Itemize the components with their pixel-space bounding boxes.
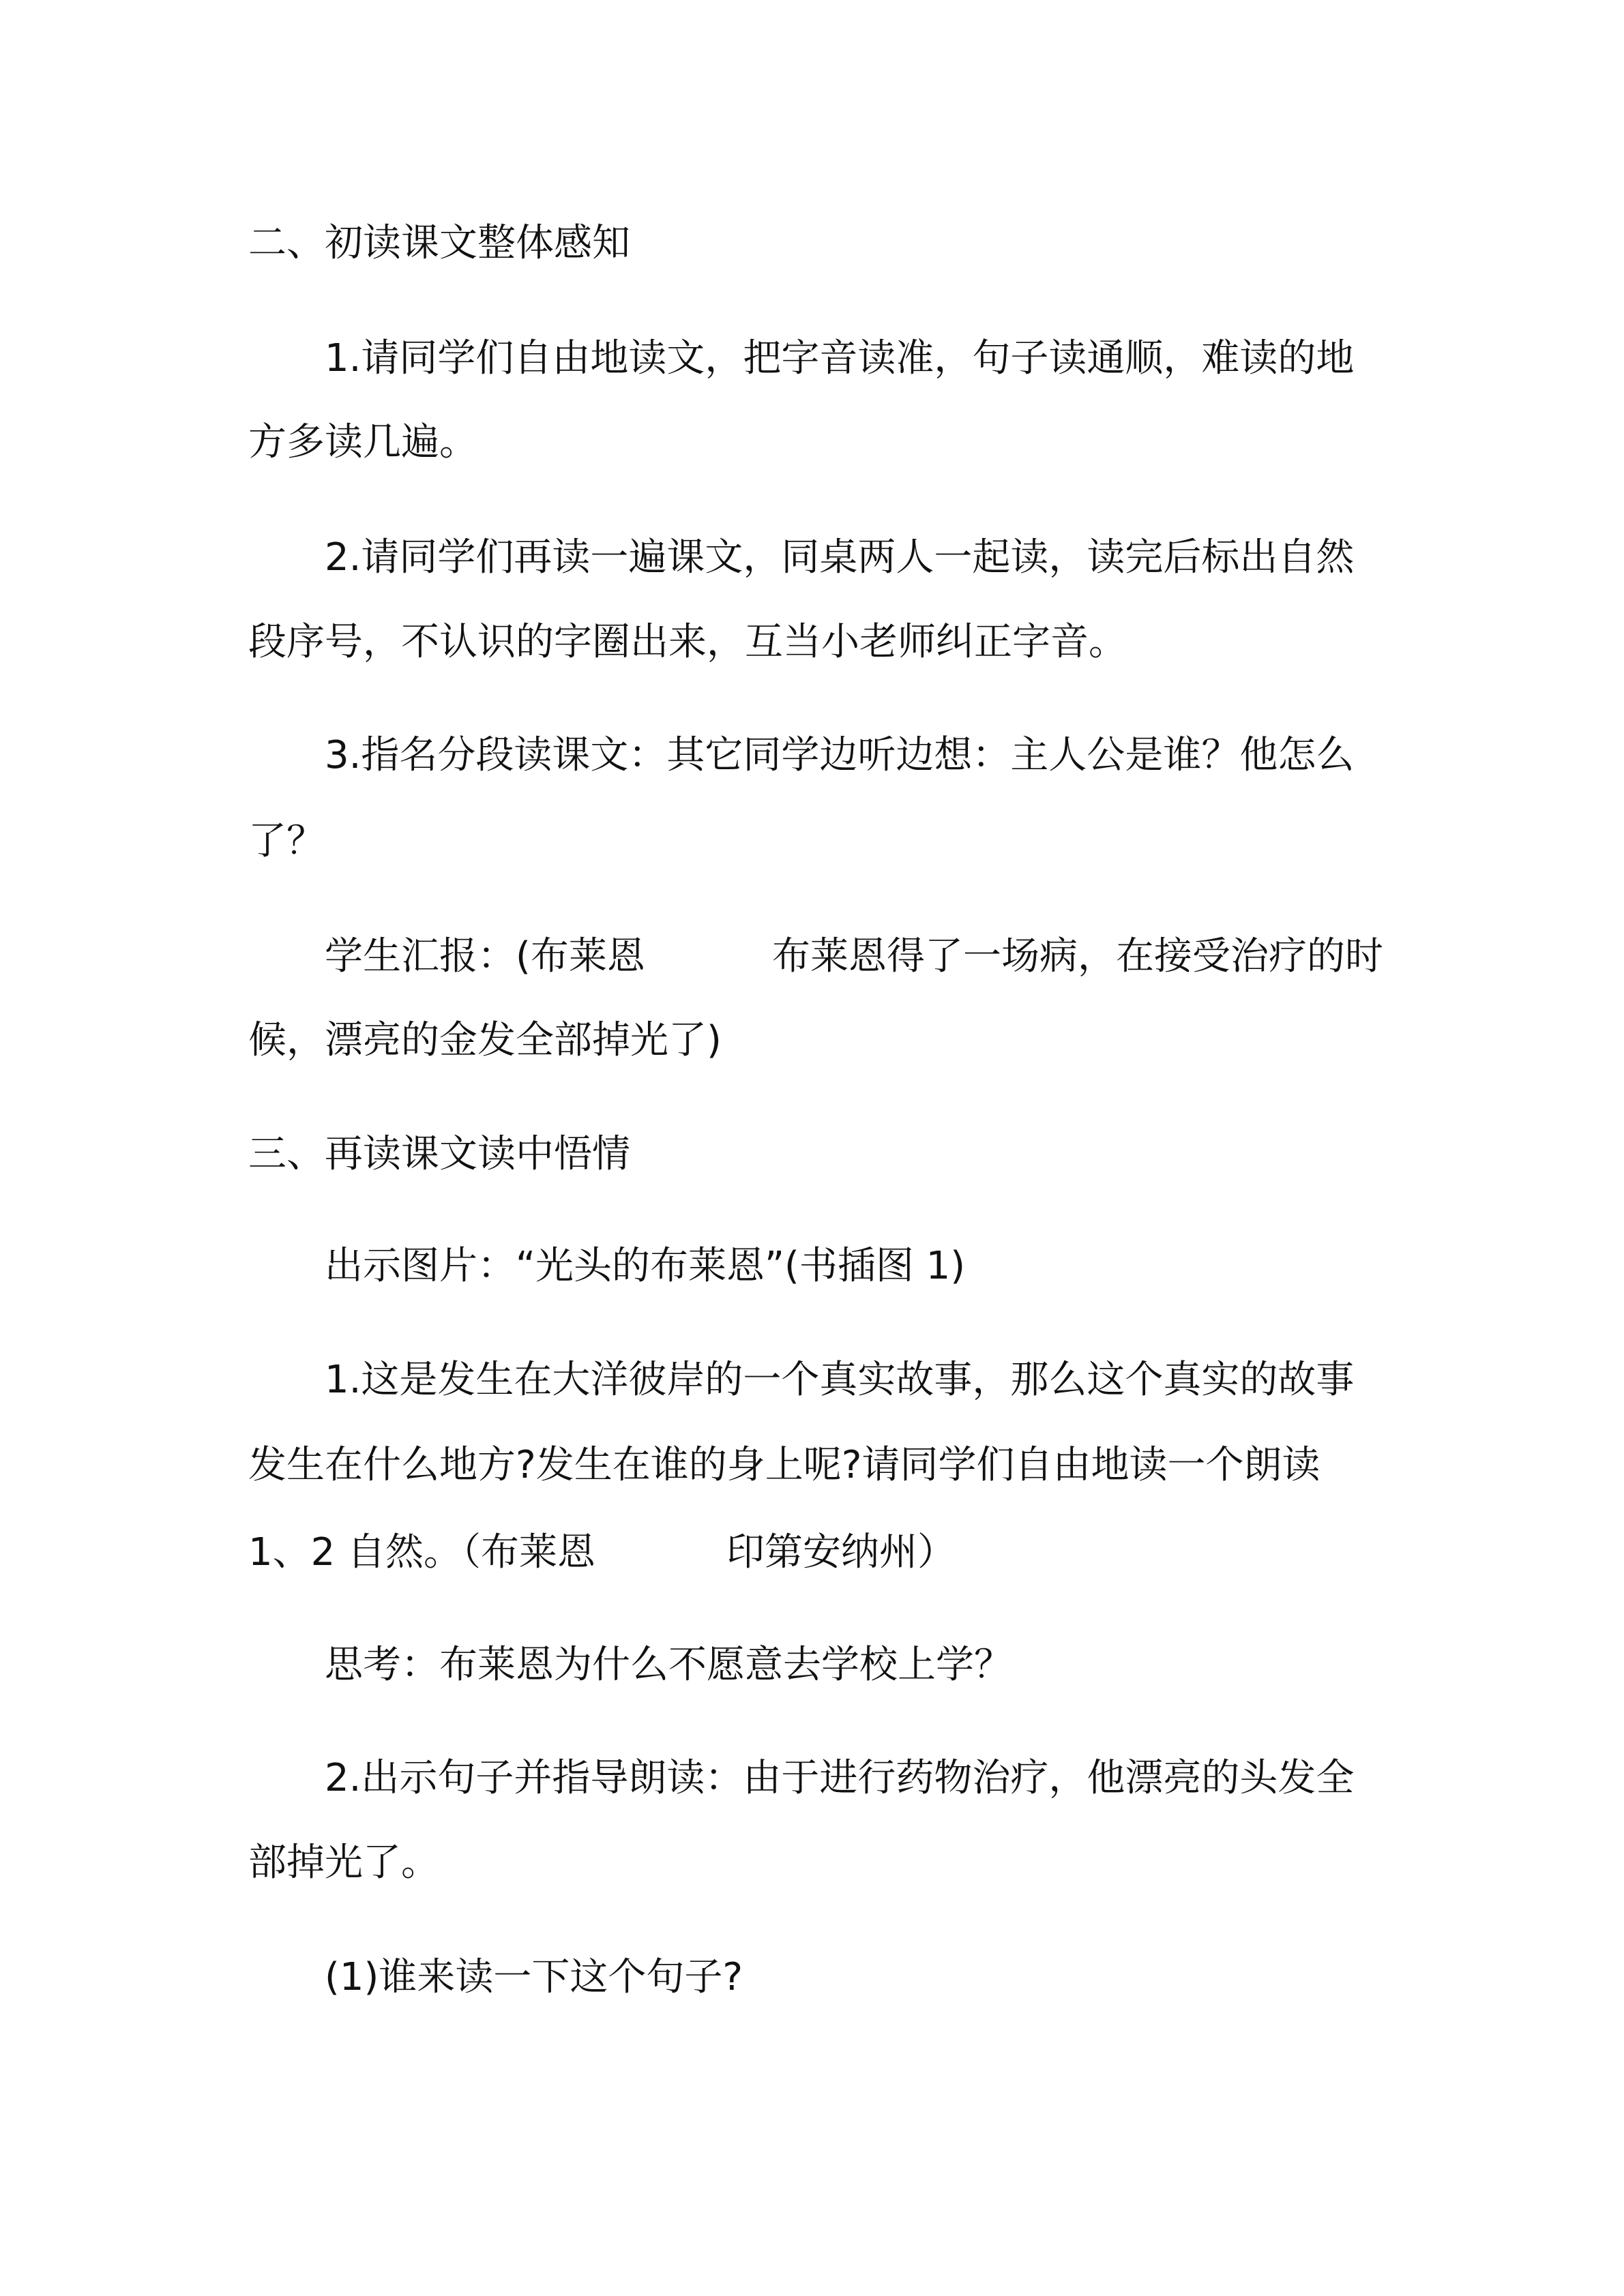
paragraph-line: 3.指名分段读课文：其它同学边听边想：主人公是谁？他怎么	[325, 733, 1355, 777]
paragraph-line: 思考：布莱恩为什么不愿意去学校上学？	[325, 1643, 1012, 1687]
section-heading: 三、再读课文读中悟情	[248, 1132, 630, 1176]
paragraph-line: 部掉光了。	[248, 1840, 439, 1885]
paragraph-line-segment: 布莱恩得了一场病，在接受治疗的时	[772, 934, 1383, 979]
paragraph-line: 1.请同学们自由地读文，把字音读准，句子读通顺，难读的地	[325, 336, 1355, 381]
paragraph-line: 方多读几遍。	[248, 420, 477, 464]
paragraph-line: 出示图片：“光头的布莱恩”(书插图 1)	[325, 1244, 966, 1288]
paragraph-line: 了？	[248, 819, 325, 863]
paragraph-line: 1.这是发生在大洋彼岸的一个真实故事，那么这个真实的故事	[325, 1358, 1355, 1402]
paragraph-line: 2.出示句子并指导朗读：由于进行药物治疗，他漂亮的头发全	[325, 1756, 1355, 1800]
paragraph-line-segment: 学生汇报：(布莱恩	[325, 934, 645, 979]
paragraph-line-segment: 1、2 自然。（布莱恩	[248, 1530, 596, 1575]
section-heading: 二、初读课文整体感知	[248, 221, 630, 265]
paragraph-line: 段序号，不认识的字圈出来，互当小老师纠正字音。	[248, 620, 1127, 664]
paragraph-line: 2.请同学们再读一遍课文，同桌两人一起读，读完后标出自然	[325, 535, 1355, 580]
paragraph-line: 候，漂亮的金发全部掉光了)	[248, 1018, 722, 1062]
paragraph-line: (1)谁来读一下这个句子?	[325, 1955, 743, 1999]
paragraph-line: 发生在什么地方?发生在谁的身上呢?请同学们自由地读一个朗读	[248, 1443, 1320, 1487]
paragraph-line-segment: 印第安纳州）	[726, 1530, 956, 1575]
